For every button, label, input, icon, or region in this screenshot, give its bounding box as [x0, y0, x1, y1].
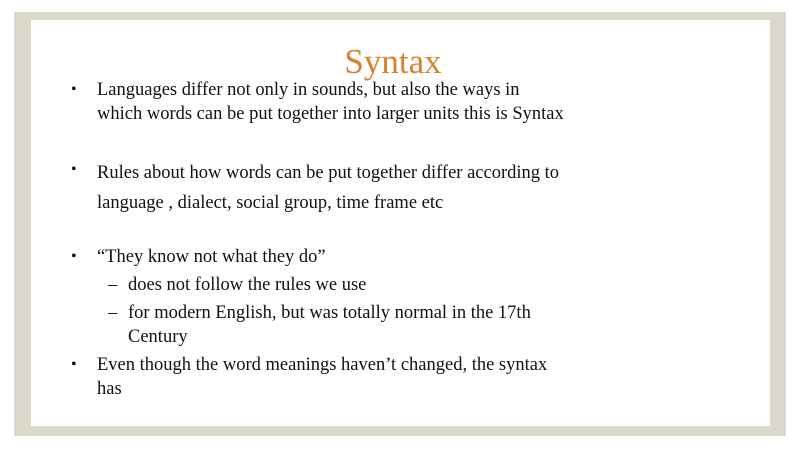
- sub-bullet-text: does not follow the rules we use: [128, 275, 367, 295]
- bullet-dot-icon: •: [71, 248, 77, 265]
- bullet-text: Rules about how words can be put together differ according to language , dialect, social group, time frame etc: [97, 163, 560, 213]
- bullet-dot-icon: •: [71, 356, 77, 373]
- slide: [31, 20, 770, 426]
- dash-icon: –: [108, 275, 118, 295]
- dash-icon: –: [108, 303, 118, 323]
- bullet-dot-icon: •: [71, 161, 77, 178]
- bullet-dot-icon: •: [71, 81, 77, 98]
- sub-bullet-text: for modern English, but was totally normal in the 17th Century: [128, 303, 531, 347]
- bullet-text: Even though the word meanings haven’t changed, the syntax has: [97, 355, 548, 399]
- slide-title: Syntax: [344, 42, 442, 81]
- bullet-text: Languages differ not only in sounds, but also the ways in which words can be put together into larger units this is Syntax: [97, 80, 564, 124]
- bullet-text: “They know not what they do”: [97, 247, 326, 267]
